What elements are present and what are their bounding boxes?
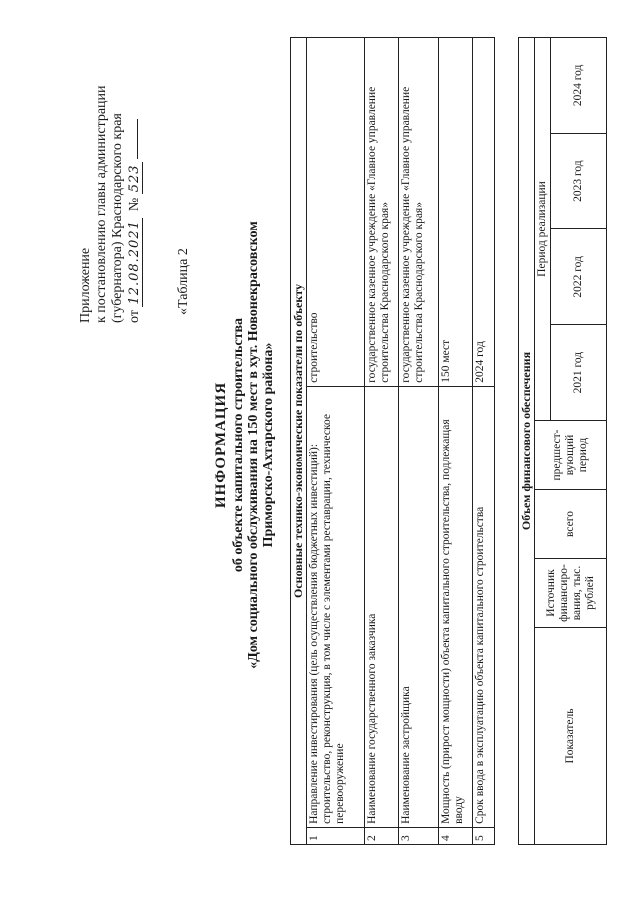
signature-underline [126,119,138,159]
col-year: 2021 год [551,325,607,421]
main-indicators-table [290,37,495,845]
row-value: строительство [307,38,365,387]
col-period-header: Период реализации [535,38,551,421]
row-indicator: Мощность (прирост мощности) объекта капитального строительства, подлежащая вводу [439,386,473,827]
table-row [307,38,365,845]
row-number: 3 [399,827,439,844]
row-number: 4 [439,827,473,844]
section-header-main: Основные технико-экономические показатели по объекту [291,38,307,845]
col-previous-period: предшест-вующий период [535,421,607,490]
title-object-name-cont: Приморско-Ахтарского района» [261,342,276,548]
row-value: государственное казенное учреждение «Главное управление строительства Краснодарского края» [365,38,399,387]
document-title [214,145,276,745]
row-indicator: Наименование государственного заказчика [365,386,399,827]
row-indicator: Срок ввода в эксплуатацию объекта капитального строительства [473,386,495,827]
number-prefix: № [127,197,142,212]
row-number: 1 [307,827,365,844]
row-value: 150 мест [439,38,473,387]
col-indicator: Показатель [535,628,607,845]
appendix-header [78,3,143,323]
table-row [439,38,473,845]
title-heading: ИНФОРМАЦИЯ [213,381,229,509]
table-row [473,38,495,845]
row-value: 2024 год [473,38,495,387]
col-year: 2024 год [551,38,607,134]
handwritten-date: 12.08.2021 [127,220,142,305]
row-indicator: Направление инвестирования (цель осуществления бюджетных инвестиций): строительство, реконструкция, в том числе с элементами реставрации, техническое перевооружение [307,386,365,827]
row-indicator: Наименование застройщика [399,386,439,827]
appendix-line: к постановлению главы администрации [94,85,109,323]
col-year: 2023 год [551,133,607,229]
finance-table [518,37,607,845]
section-header-finance: Объем финансового обеспечения [519,38,535,845]
table-label: «Таблица 2 [176,248,191,315]
appendix-line: (губернатора) Краснодарского края [110,113,125,323]
title-subheading: об объекте капитального строительства [231,317,246,573]
finance-header-row [535,38,551,845]
handwritten-number: 523 [127,164,142,193]
table-row [399,38,439,845]
col-year: 2022 год [551,229,607,325]
row-number: 2 [365,827,399,844]
title-object-name: «Дом социального обслуживания на 150 мест в хут. Новонекрасовском [246,221,261,669]
appendix-line: Приложение [78,247,93,323]
col-total: всего [535,490,607,559]
row-number: 5 [473,827,495,844]
appendix-date-line [126,3,143,323]
row-value: государственное казенное учреждение «Главное управление строительства Краснодарского края» [399,38,439,387]
table-row [365,38,399,845]
from-prefix: от [127,310,142,323]
col-source: Источник финансиро-вания, тыс. рублей [535,559,607,628]
